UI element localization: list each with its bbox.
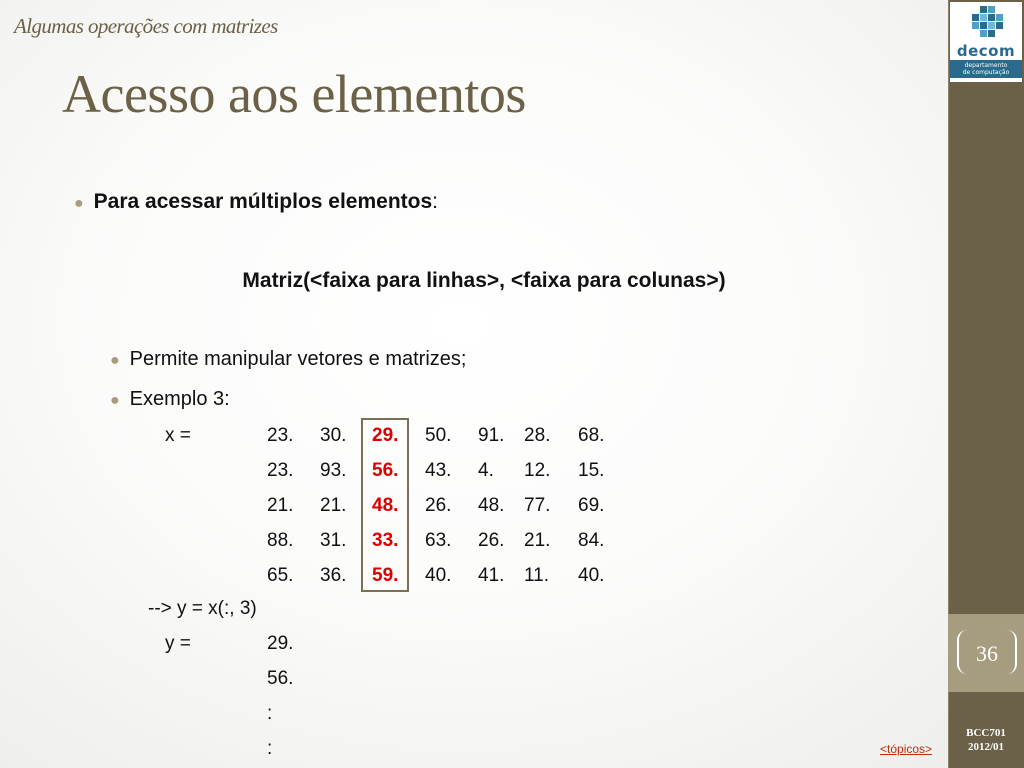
sub-bullet-item: ● Exemplo 3: [110, 388, 230, 410]
matrix-cell: 65. [267, 565, 294, 586]
course-code: BCC701 [966, 727, 1006, 739]
section-title: Algumas operações com matrizes [14, 14, 278, 38]
matrix-cell: 50. [425, 425, 452, 446]
matrix-cell: 4. [478, 460, 494, 481]
matrix-cell: 23. [267, 460, 294, 481]
bullet-icon: ● [110, 352, 120, 369]
matrix-cell: 41. [478, 565, 505, 586]
sub-bullet-item: ● Permite manipular vetores e matrizes; [110, 348, 467, 370]
matrix-cell: 40. [578, 565, 605, 586]
matrix-cell: 23. [267, 425, 294, 446]
bullet-icon: ● [110, 392, 120, 409]
slide-title: Acesso aos elementos [62, 64, 526, 124]
matrix-cell: 93. [320, 460, 347, 481]
syntax-line: Matriz(<faixa para linhas>, <faixa para colunas>) [242, 269, 726, 292]
y-label: y = [165, 633, 191, 654]
matrix-cell-highlighted: 56. [372, 460, 399, 481]
matrix-cell: 63. [425, 530, 452, 551]
matrix-cell: 84. [578, 530, 605, 551]
y-value: 56. [267, 668, 294, 689]
matrix-cell-highlighted: 59. [372, 565, 399, 586]
matrix-cell: 77. [524, 495, 551, 516]
matrix-cell-highlighted: 29. [372, 425, 399, 446]
logo-wordmark: decom [956, 42, 1016, 60]
matrix-cell: 28. [524, 425, 551, 446]
matrix-cell: 91. [478, 425, 505, 446]
matrix-cell: 68. [578, 425, 605, 446]
x-label: x = [165, 425, 191, 446]
y-value: 29. [267, 633, 294, 654]
bullet-item: ● Para acessar múltiplos elementos: [74, 190, 439, 213]
bullet-icon: ● [74, 195, 84, 212]
logo-subtitle: departamento de computação [950, 60, 1022, 78]
matrix-cell-highlighted: 48. [372, 495, 399, 516]
topics-link[interactable]: <tópicos> [880, 742, 933, 756]
decom-logo [950, 2, 1022, 82]
matrix-cell: 26. [425, 495, 452, 516]
y-value: : [267, 703, 273, 724]
decom-logo-icon [964, 6, 1008, 42]
matrix-cell: 88. [267, 530, 294, 551]
matrix-cell: 21. [320, 495, 347, 516]
matrix-cell: 48. [478, 495, 505, 516]
course-term: 2012/01 [967, 741, 1005, 753]
bullet-bold-text: Para acessar múltiplos elementos [93, 190, 433, 213]
matrix-cell-highlighted: 33. [372, 530, 399, 551]
matrix-cell: 36. [320, 565, 347, 586]
matrix-cell: 21. [267, 495, 294, 516]
matrix-cell: 26. [478, 530, 505, 551]
matrix-cell: 12. [524, 460, 551, 481]
command-line: --> y = x(:, 3) [148, 598, 257, 619]
y-value: : [267, 738, 273, 759]
matrix-cell: 11. [524, 565, 550, 586]
matrix-cell: 15. [578, 460, 605, 481]
course-info [948, 726, 1024, 754]
matrix-cell: 40. [425, 565, 452, 586]
matrix-cell: 69. [578, 495, 605, 516]
matrix-cell: 43. [425, 460, 452, 481]
slide-number: 36 [976, 641, 998, 666]
matrix-cell: 21. [524, 530, 551, 551]
matrix-cell: 30. [320, 425, 347, 446]
matrix-cell: 31. [320, 530, 347, 551]
